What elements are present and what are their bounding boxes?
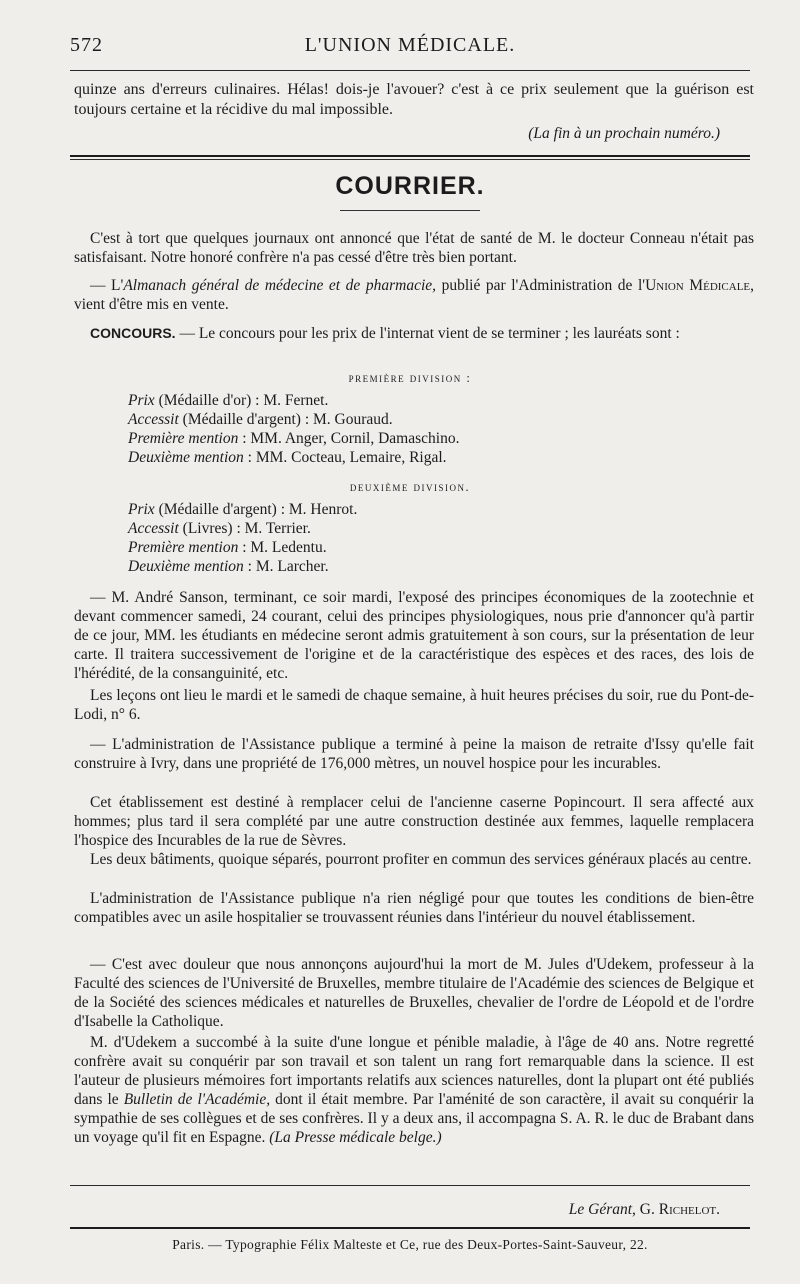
paragraph-concours xyxy=(74,324,754,343)
concours-label: CONCOURS. xyxy=(90,325,176,341)
division2-heading: deuxième division. xyxy=(349,480,471,494)
intro-paragraph: quinze ans d'erreurs culinaires. Hélas! dois-je l'avouer? c'est à ce prix seulement que la guérison est toujours certaine et la récidive du mal impossible. xyxy=(74,81,754,118)
bulletin-title: Bulletin de l'Académie, xyxy=(123,1091,271,1108)
list-item: Prix (Médaille d'argent) : M. Henrot. xyxy=(128,501,358,518)
footer-rule xyxy=(70,1227,750,1229)
paragraph-assistance: — L'administration de l'Assistance publique a terminé à peine la maison de retraite d'Issy qu'elle fait construire à Ivry, dans une propriété de 176,000 mètres, un nouvel hospice pour les incurables. xyxy=(74,736,754,772)
source-citation: (La Presse médicale belge.) xyxy=(269,1129,442,1146)
almanach-title: Almanach général de médecine et de pharmacie, xyxy=(123,277,437,294)
section-title: COURRIER. xyxy=(335,172,485,200)
division2-list xyxy=(128,500,728,576)
list-item: Prix (Médaille d'or) : M. Fernet. xyxy=(128,392,329,409)
paragraph-lecons: Les leçons ont lieu le mardi et le samedi de chaque semaine, à huit heures précises du soir, rue du Pont-de-Lodi, n° 6. xyxy=(74,687,754,723)
paragraph-conneau: C'est à tort que quelques journaux ont annoncé que l'état de santé de M. le docteur Conneau n'était pas satisfaisant. Notre honoré confrère n'a pas cessé d'être très bien portant. xyxy=(74,230,754,266)
page-header xyxy=(70,34,750,58)
list-item: Accessit (Médaille d'argent) : M. Gouraud. xyxy=(128,411,393,428)
continued-note: (La fin à un prochain numéro.) xyxy=(528,125,720,142)
paragraph-udekem-death: — C'est avec douleur que nous annonçons aujourd'hui la mort de M. Jules d'Udekem, professeur à la Faculté des sciences de l'Université de Bruxelles, membre titulaire de l'Académie des sciences de Belgique et de la Société des sciences médicales et naturelles de Bruxelles, chevalier de l'ordre de Léopold et de l'ordre d'Isabelle la Catholique. xyxy=(74,956,754,1030)
paragraph-almanach xyxy=(74,276,754,314)
paragraph-udekem-bio: M. d'Udekem a succombé à la suite d'une longue et pénible maladie, à l'âge de 40 ans. Notre regretté confrère avait su conquérir par son travail et son talent un rang fort remarquable dans la science. Il est l'auteur de plusieurs mémoires fort importants relatifs aux sciences naturelles, dont la plupart ont été publiés dans le Bulletin de l'Académie, dont il était membre. Par l'aménité de son caractère, il avait su conquérir la sympathie de ses collègues et de ses confrères. Il y a deux ans, il accompagna S. A. R. le duc de Brabant dans un voyage qu'il fit en Espagne. (La Presse médicale belge.) xyxy=(74,1034,754,1146)
paragraph-administration: L'administration de l'Assistance publique n'a rien négligé pour que toutes les conditions de bien-être compatibles avec un asile hospitalier se trouvassent réunies dans l'intérieur du nouvel établissement. xyxy=(74,890,754,926)
list-item: Deuxième mention : MM. Cocteau, Lemaire, Rigal. xyxy=(128,449,447,466)
concours-text: — Le concours pour les prix de l'internat vient de se terminer ; les lauréats sont : xyxy=(175,325,680,342)
division1-list xyxy=(128,391,728,467)
list-item: Première mention : MM. Anger, Cornil, Damaschino. xyxy=(128,430,460,447)
paragraph-batiments: Les deux bâtiments, quoique séparés, pourront profiter en commun des services généraux placés au centre. xyxy=(90,851,752,868)
list-item: Première mention : M. Ledentu. xyxy=(128,539,327,556)
footer-rule-top xyxy=(70,1185,750,1186)
header-rule xyxy=(70,70,750,71)
journal-title: L'UNION MÉDICALE. xyxy=(304,34,516,56)
almanach-tail: , vient d'être mis en vente. xyxy=(74,277,755,313)
list-item: Deuxième mention : M. Larcher. xyxy=(128,558,329,575)
almanach-journal: Union Médicale xyxy=(645,277,751,294)
list-item: Accessit (Livres) : M. Terrier. xyxy=(128,520,311,537)
signature-role: Le Gérant xyxy=(568,1201,633,1218)
almanach-rest: publié par l'Administration de l' xyxy=(436,277,646,294)
paragraph-sanson: — M. André Sanson, terminant, ce soir mardi, l'exposé des principes économiques de la zootechnie et devant commencer samedi, 24 courant, celui des principes physiologiques, nous prie d'annoncer qu'à partir de ce jour, MM. les étudiants en médecine seront admis gratuitement à son cours, sur la présentation de leur carte. Il traitera successivement de l'origine et de la caractéristique des espèces et des races, des lois de l'hérédité, de la consanguinité, etc. xyxy=(74,589,754,682)
division1-heading: première division : xyxy=(348,371,472,385)
section-rule-top xyxy=(70,155,750,157)
almanach-prefix: — L' xyxy=(90,277,124,294)
page-number: 572 xyxy=(70,34,103,56)
signature-name: G. Richelot. xyxy=(639,1201,720,1218)
title-underline xyxy=(340,210,480,211)
signature: Le Gérant, G. Richelot. xyxy=(568,1201,720,1218)
section-rule-bottom xyxy=(70,159,750,160)
paragraph-etablissement: Cet établissement est destiné à remplacer celui de l'ancienne caserne Popincourt. Il sera affecté aux hommes; plus tard il sera complété par une autre construction destinée aux femmes, laquelle remplacera l'hospice des Incurables de la rue de Sèvres. xyxy=(74,794,754,849)
imprint: Paris. — Typographie Félix Malteste et Ce, rue des Deux-Portes-Saint-Sauveur, 22. xyxy=(172,1237,648,1252)
